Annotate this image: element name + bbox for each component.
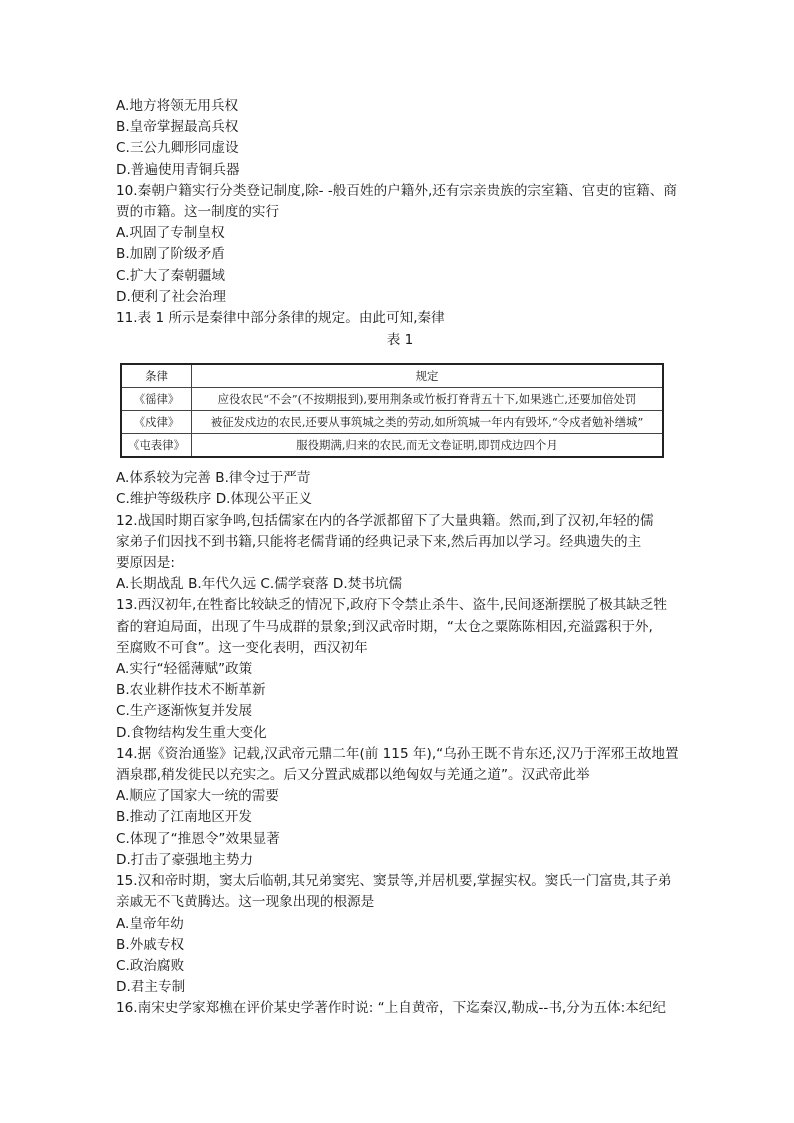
question-14 — [116, 744, 684, 871]
option-line: A.长期战乱 B.年代久远 C.儒学衰落 D.焚书坑儒 — [116, 576, 403, 593]
question-16 — [116, 998, 684, 1019]
option-b: B.推动了江南地区开发 — [116, 809, 252, 826]
option-d: D.食物结构发生重大变化 — [116, 724, 267, 741]
question-stem: 贾的市籍。这一制度的实行 — [116, 204, 280, 221]
question-10 — [116, 181, 684, 308]
question-stem: 12.战国时期百家争鸣,包括儒家在内的各学派都留下了大量典籍。然而,到了汉初,年轻的儒 — [116, 512, 654, 529]
option-d: D.普遍使用青铜兵器 — [116, 161, 240, 178]
table-header-cell: 规定 — [191, 364, 663, 388]
option-d: D.君主专制 — [116, 979, 186, 996]
option-a: A.皇帝年幼 — [116, 915, 184, 932]
option-c: C.扩大了秦朝疆域 — [116, 267, 225, 284]
table-row — [121, 388, 663, 411]
option-c: C.三公九卿形同虚设 — [116, 140, 239, 157]
option-line: A.体系较为完善 B.律令过于严苛 — [116, 470, 311, 487]
question-15 — [116, 871, 684, 998]
law-rule-cell: 服役期满,归来的农民,而无文卷证明,即罚戍边四个月 — [191, 434, 663, 458]
option-b: B.皇帝掌握最高兵权 — [116, 119, 239, 136]
law-rule-cell: 应役农民“不会”(不按期报到),要用荆条或竹板打脊背五十下,如果逃亡,还要加倍处罚 — [191, 388, 663, 411]
question-stem: 15.汉和帝时期，窦太后临朝,其兄弟窦宪、窦景等,并居机要,掌握实权。窦氏一门富贵,其子弟 — [116, 873, 672, 890]
question-stem: 至腐败不可食”。这一变化表明，西汉初年 — [116, 639, 368, 656]
option-c: C.政治腐败 — [116, 957, 185, 974]
question-stem: 13.西汉初年,在牲畜比较缺乏的情况下,政府下令禁止杀牛、盗牛,民间逐渐摆脱了极其缺乏牲 — [116, 597, 668, 614]
question-12 — [116, 511, 684, 596]
option-d: D.打击了豪强地主势力 — [116, 851, 254, 868]
question-stem: 亲戚无不飞黄腾达。这一现象出现的根源是 — [116, 894, 375, 911]
question-stem: 10.秦朝户籍实行分类登记制度,除- -般百姓的户籍外,还有宗亲贵族的宗室籍、官吏的宦籍、商 — [116, 182, 677, 199]
option-c: C.生产逐渐恢复并发展 — [116, 703, 253, 720]
option-a: A.巩固了专制皇权 — [116, 225, 225, 242]
question-stem: 畜的窘迫局面，出现了牛马成群的景象;到汉武帝时期，“太仓之粟陈陈相因,充溢露积于外, — [116, 618, 653, 635]
table-row — [121, 411, 663, 434]
qin-law-table — [120, 363, 664, 458]
question-9-options — [116, 96, 684, 181]
question-stem: 酒泉郡,稍发徙民以充实之。后又分置武威郡以绝匈奴与羌通之道”。汉武帝此举 — [116, 767, 590, 784]
question-11 — [116, 308, 684, 511]
table-row — [121, 434, 663, 458]
question-13 — [116, 595, 684, 743]
question-stem: 家弟子们因找不到书籍,只能将老儒背诵的经典记录下来,然后再加以学习。经典遗失的主 — [116, 533, 642, 550]
option-d: D.便利了社会治理 — [116, 288, 226, 305]
option-a: A.地方将领无用兵权 — [116, 98, 239, 114]
option-c: C.体现了“推恩令”效果显著 — [116, 830, 280, 847]
option-a: A.顺应了国家大一统的需要 — [116, 788, 279, 805]
question-stem: 要原因是: — [116, 555, 175, 572]
option-b: B.外戚专权 — [116, 936, 185, 953]
law-name-cell: 《戍律》 — [121, 411, 191, 434]
option-line: C.维护等级秩序 D.体现公平正义 — [116, 491, 313, 508]
law-name-cell: 《徭律》 — [121, 388, 191, 411]
question-stem: 16.南宋史学家郑樵在评价某史学著作时说: “上自黄帝，下迄秦汉,勒成--书,分为五体:本纪纪 — [116, 1000, 666, 1017]
option-a: A.实行“轻徭薄赋”政策 — [116, 661, 253, 678]
table-header-cell: 条律 — [121, 364, 191, 388]
question-stem: 14.据《资治通鉴》记载,汉武帝元鼎二年(前 115 年),“乌孙王既不肯东还,汉乃于浑邪王故地置 — [116, 745, 679, 762]
option-b: B.农业耕作技术不断革新 — [116, 682, 266, 699]
exam-page — [116, 96, 684, 1020]
question-stem: 11.表 1 所示是秦律中部分条律的规定。由此可知,秦律 — [116, 310, 445, 327]
table-caption: 表 1 — [386, 332, 414, 349]
option-b: B.加剧了阶级矛盾 — [116, 246, 225, 263]
law-name-cell: 《屯表律》 — [121, 434, 191, 458]
table-header-row — [121, 364, 663, 388]
law-rule-cell: 被征发戍边的农民,还要从事筑城之类的劳动,如所筑城一年内有毁坏,“令戍者勉补缮城” — [191, 411, 663, 434]
